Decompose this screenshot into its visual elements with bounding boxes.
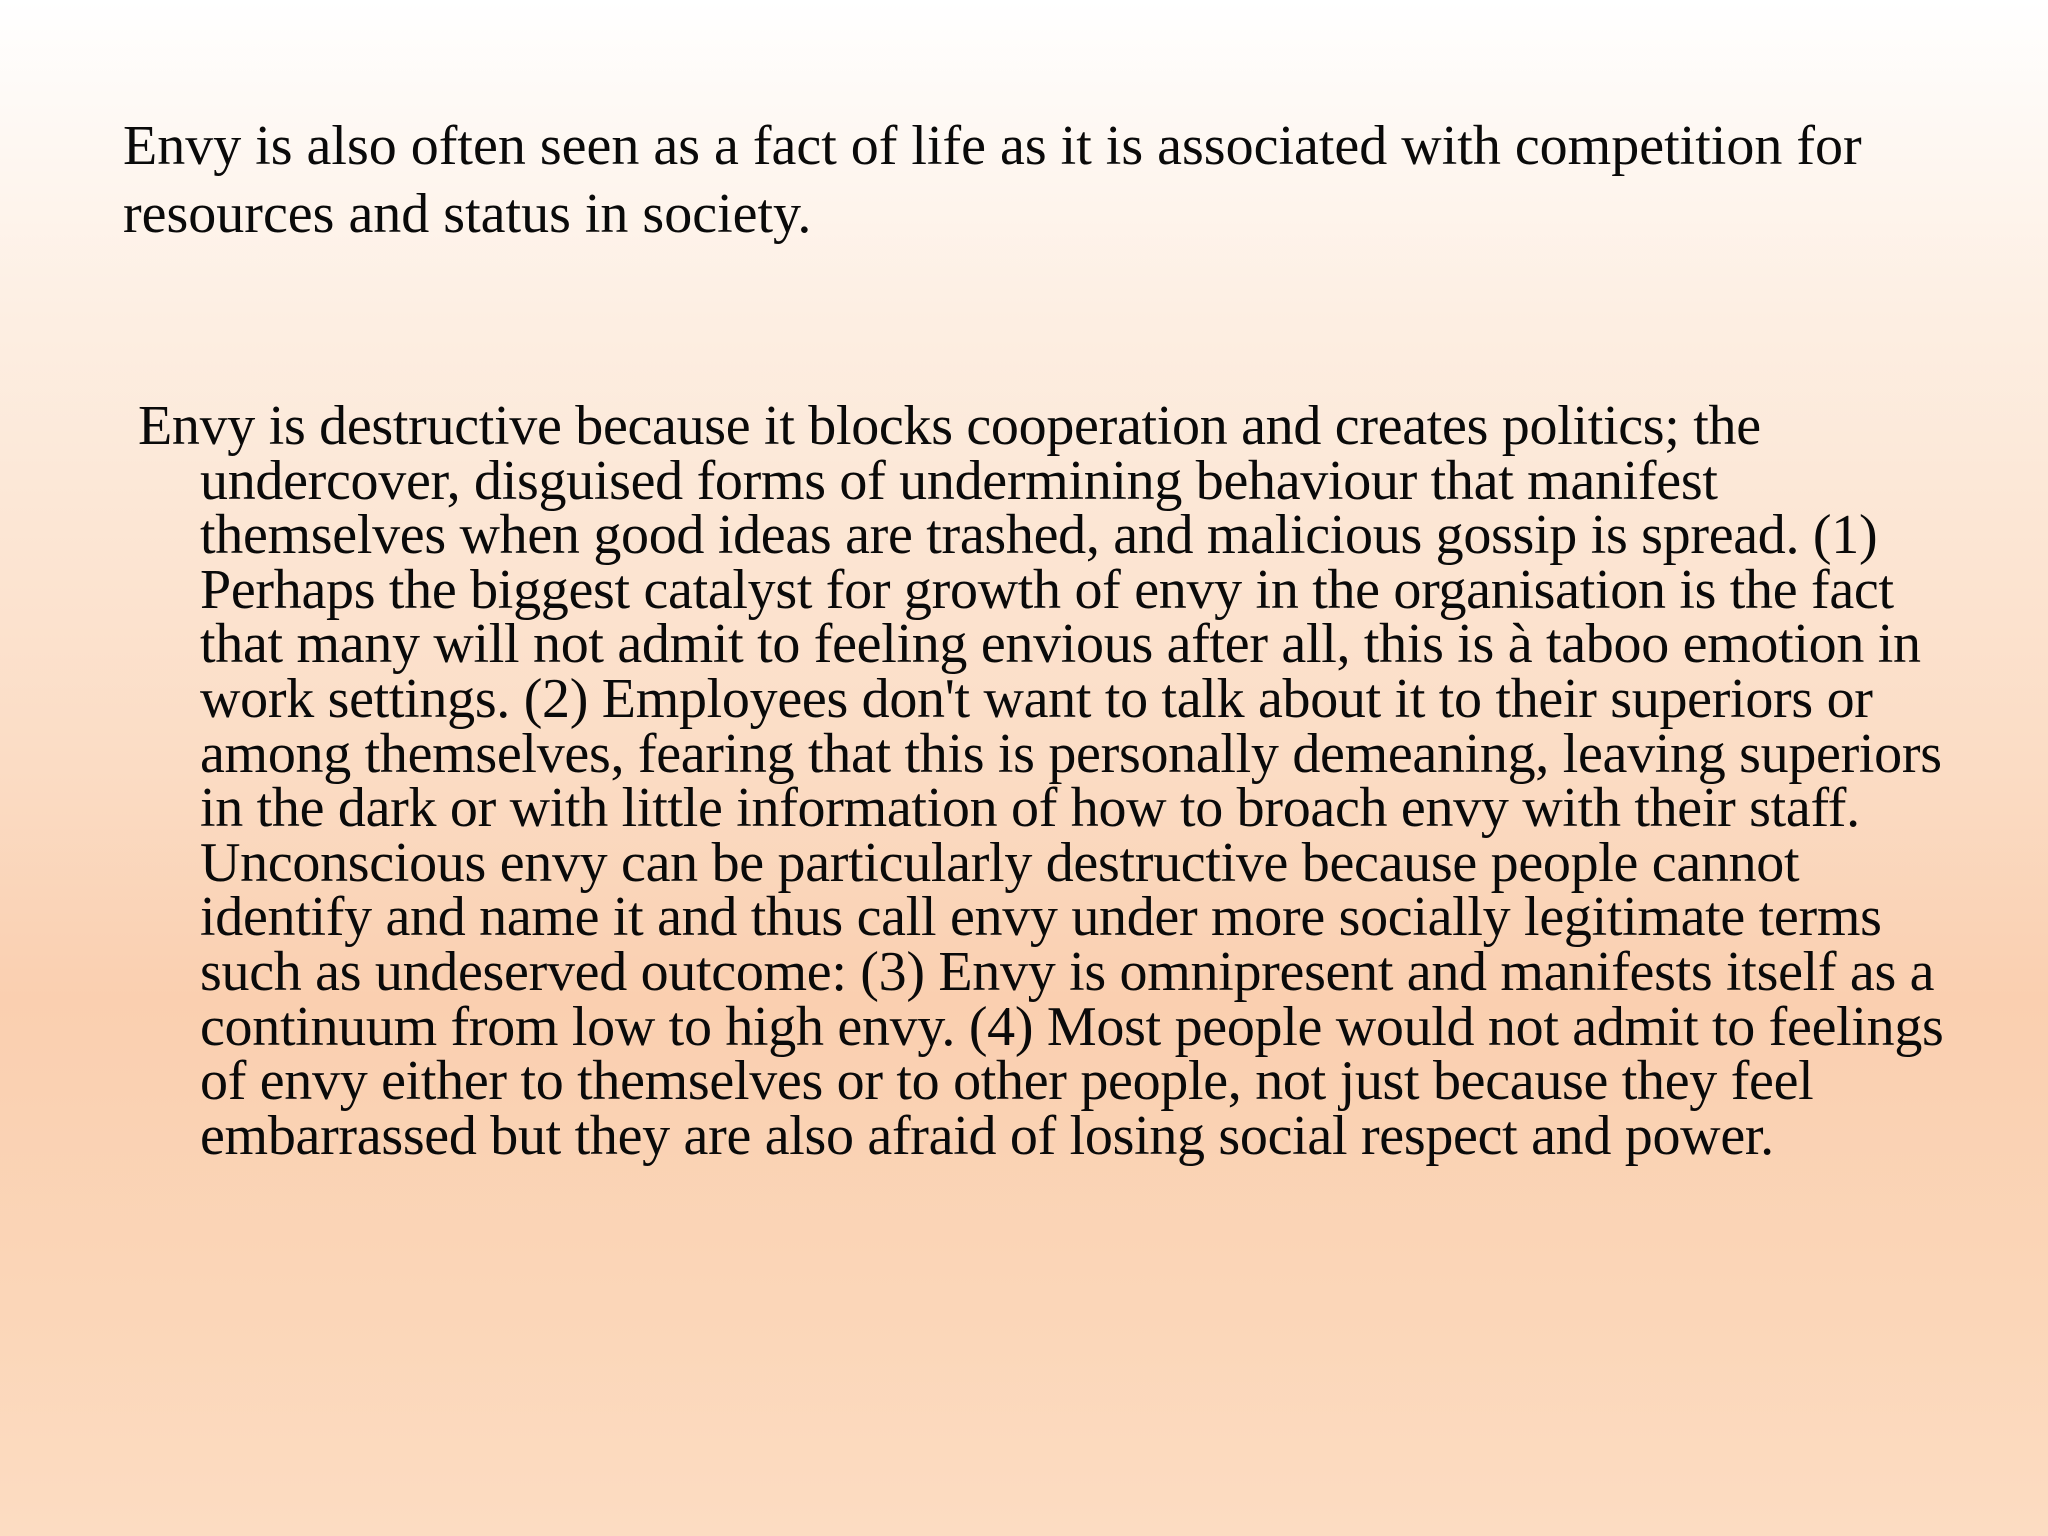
intro-paragraph: Envy is also often seen as a fact of life as it is associated with competition for resources and status in society. <box>123 115 1862 245</box>
body-paragraph: Envy is destructive because it blocks cooperation and creates politics; the undercover, disguised forms of undermining behaviour that manifest themselves when good ideas are trashed, and malicious gossip is spread. (1) Perhaps the biggest catalyst for growth of envy in the organisation is the fact that many will not admit to feeling envious after all, this is à taboo emotion in work settings. (2) Employees don't want to talk about it to their superiors or among themselves, fearing that this is personally demeaning, leaving superiors in the dark or with little information of how to broach envy with their staff. Unconscious envy can be particularly destructive because people cannot identify and name it and thus call envy under more socially legitimate terms such as undeserved outcome: (3) Envy is omnipresent and manifests itself as a continuum from low to high envy. (4) Most people would not admit to feelings of envy either to themselves or to other people, not just because they feel embarrassed but they are also afraid of losing social respect and power. <box>138 395 1944 1167</box>
